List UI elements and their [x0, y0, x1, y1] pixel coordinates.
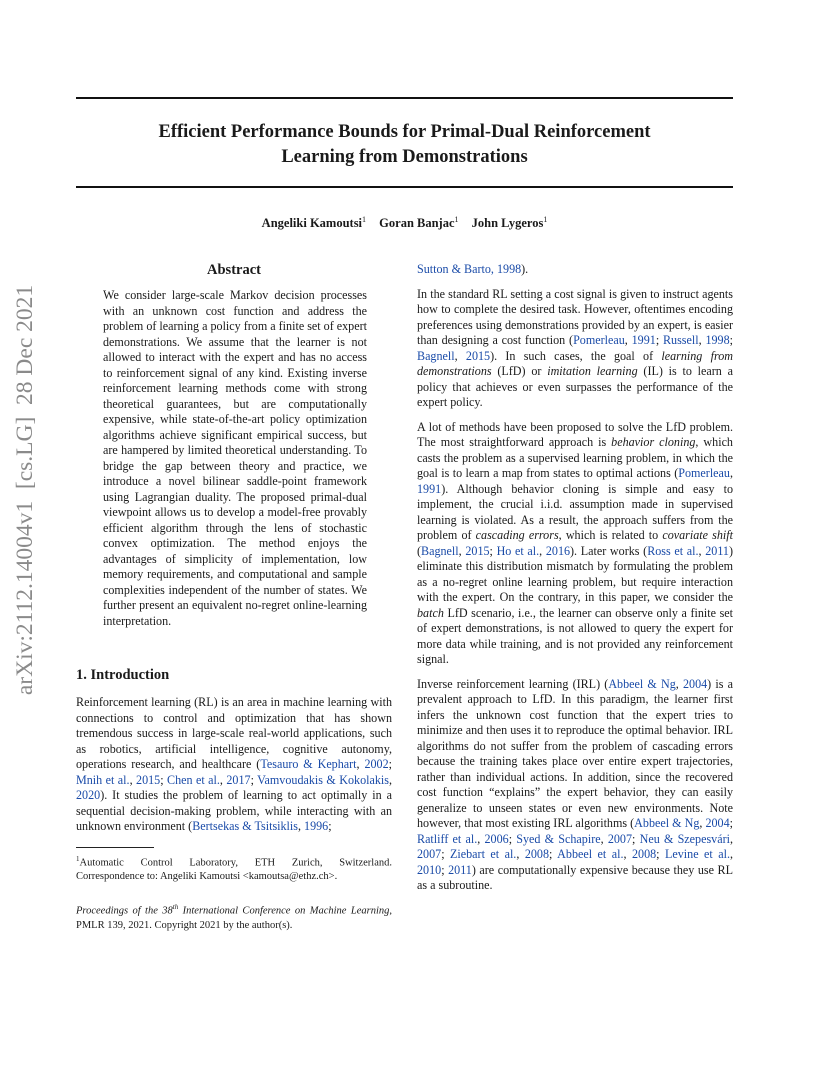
affiliation-mark: 1	[362, 215, 367, 224]
citation-link[interactable]: Vamvoudakis & Kokolakis	[257, 772, 389, 787]
arxiv-stamp[interactable]: arXiv:2112.14004v1 [cs.LG] 28 Dec 2021	[12, 284, 38, 696]
citation-link[interactable]: Ross et al.	[647, 543, 699, 558]
citation-link[interactable]: Russell	[662, 333, 699, 347]
citation-link[interactable]: 1996	[304, 819, 329, 833]
intro-paragraph-1	[76, 695, 392, 835]
copyright-text: , PMLR 139, 2021. Copyright 2021 by the author(s).	[76, 905, 392, 931]
text-run: ,	[729, 847, 734, 861]
citation-link[interactable]: Tesauro & Kephart	[260, 757, 357, 771]
emphasis: imitation learning	[547, 364, 638, 378]
text-run: ;	[328, 819, 332, 833]
text-run: ;	[441, 847, 451, 861]
citation-link[interactable]: Sutton & Barto	[417, 262, 491, 276]
citation-link[interactable]: 2015	[465, 348, 491, 363]
citation-link[interactable]: 2006	[484, 831, 509, 846]
text-run: Inverse reinforcement learning (IRL) (	[417, 676, 609, 691]
text-run: ;	[632, 831, 640, 846]
affiliation-footnote	[76, 852, 392, 885]
text-run: ,	[600, 831, 608, 846]
introduction-heading: 1. Introduction	[76, 667, 170, 683]
top-rule	[76, 97, 733, 99]
citation-link[interactable]: 2008	[524, 847, 550, 861]
text-run: ,	[477, 831, 485, 846]
footnote-rule	[76, 847, 154, 848]
author-name: Angeliki Kamoutsi	[261, 216, 363, 231]
text-run: ;	[656, 847, 665, 861]
author-name: Goran Banjac	[379, 216, 455, 231]
text-run: (LfD) or	[491, 364, 548, 378]
text-run: ;	[729, 816, 734, 830]
text-run: , which casts the problem as a supervised learning problem, in which the goal is to learn a map from states to optimal actions (	[417, 435, 733, 480]
author-1	[262, 216, 366, 230]
citation-link[interactable]: 2011	[448, 862, 472, 877]
citation-link[interactable]: 2007	[417, 847, 442, 861]
continued-citation	[417, 262, 733, 278]
intro-paragraph-4	[417, 677, 733, 894]
citation-link[interactable]: Mnih et al.	[76, 772, 130, 787]
citation-link[interactable]: Neu & Szepesvári	[639, 831, 730, 846]
citation-link[interactable]: 2004	[705, 816, 730, 830]
text-run: ) eliminate this distribution mismatch by formulating the problem as a no-regret online learning problem, but require interaction with the expert. On the contrary, in this paper, we consider the	[417, 543, 733, 604]
citation-link[interactable]: 2017	[226, 772, 251, 787]
text-run: ,	[729, 831, 733, 846]
abstract-body: We consider large-scale Markov decision processes with an unknown cost function and address the problem of learning a policy from a finite set of expert demonstrations. We assume that the learner is not allowed to interact with the expert and has no access to reinforcement signal of any kind. Existing inverse reinforcement learning methods come with strong theoretical guarantees, but are computationally expensive, while state-of-the-art policy optimization algorithms achieve significant empirical success, but are hampered by limited theoretical understanding. To bridge the gap between theory and practice, we introduce a novel bilinear saddle-point framework using Lagrangian duality. The proposed primal-dual viewpoint allows us to develop a model-free provably efficient algorithm through the lens of stochastic convex optimization. The method enjoys the advantages of simplicity of implementation, low memory requirements, and computational and sample complexities independent of the number of states. We further present an equivalent no-regret online-learning interpretation.	[103, 288, 367, 628]
citation-link[interactable]: 2015	[465, 543, 490, 558]
footnote-mark: 1	[76, 854, 80, 863]
text-run: A lot of methods have been proposed to solve the LfD problem. The most straightforward approach is	[417, 419, 733, 449]
citation-link[interactable]: Abbeel & Ng	[634, 816, 700, 830]
text-run: ,	[356, 757, 365, 771]
citation-link[interactable]: 2020	[76, 788, 101, 802]
citation-link[interactable]: Bagnell	[421, 543, 459, 558]
text-run: ) are computationally expensive because they use RL as a subroutine.	[417, 862, 733, 892]
text-run: , which is related to	[558, 528, 663, 542]
citation-link[interactable]: Ho et al.	[496, 543, 540, 558]
text-run: ,	[297, 819, 305, 833]
citation-link[interactable]: Chen et al.	[167, 772, 220, 787]
title-line-2: Learning from Demonstrations	[281, 147, 528, 167]
text-run: ,	[623, 847, 632, 861]
proceedings-venue-rest: International Conference on Machine Learning	[178, 905, 390, 917]
author-name: John Lygeros	[471, 216, 544, 231]
emphasis: learning from demonstrations	[417, 348, 734, 378]
citation-link[interactable]: 2008	[631, 847, 657, 861]
citation-link[interactable]: Ziebart et al.	[450, 847, 517, 861]
text-run: ;	[508, 831, 517, 846]
text-run: ;	[729, 333, 734, 347]
text-run: ). It studies the problem of learning to act optimally in a sequential decision-making problem, while interacting with an unknown environment (	[76, 788, 392, 833]
citation-link[interactable]: 1998	[496, 262, 522, 276]
text-run: In the standard RL setting a cost signal is given to instruct agents how to complete the desired task. However, oftentimes encoding preferences using demonstrations provided by an expert, is easier than designing a cost function (	[417, 286, 734, 347]
text-run: Reinforcement learning (RL) is an area in machine learning with connections to control and optimization that has shown tremendous success in large-scale real-world applications, such as robotics, artificial intelligence, cognitive autonomy, operations research, and healthcare (	[76, 695, 392, 771]
text-run: ,	[675, 676, 683, 691]
text-run: ,	[516, 847, 525, 861]
affiliation-mark: 1	[543, 215, 548, 224]
text-run: ,	[219, 772, 227, 787]
bottom-rule	[76, 186, 733, 188]
text-run: ). In such cases, the goal of	[490, 348, 662, 363]
text-run: ;	[388, 757, 392, 771]
citation-link[interactable]: 2015	[136, 772, 161, 787]
citation-link[interactable]: Ratliff et al.	[417, 831, 478, 846]
citation-link[interactable]: 2007	[607, 831, 633, 846]
emphasis: batch	[417, 605, 444, 620]
footnote-text: Automatic Control Laboratory, ETH Zurich, Switzerland. Correspondence to: Angeliki Kamoutsi <kamoutsa@ethz.ch>.	[76, 857, 392, 882]
text-run: ,	[388, 772, 393, 787]
intro-paragraph-2	[417, 287, 733, 411]
citation-link[interactable]: Abbeel & Ng	[608, 676, 676, 691]
paper-title	[76, 120, 733, 170]
text-run: ,	[729, 466, 733, 480]
left-column	[76, 262, 392, 933]
text-run: ,	[624, 333, 632, 347]
text-run: ,	[454, 348, 466, 363]
text-run: ;	[250, 772, 258, 787]
intro-paragraph-3	[417, 420, 733, 668]
proceedings-note	[76, 900, 392, 933]
author-3	[472, 216, 548, 230]
text-run: ).	[521, 262, 529, 276]
text-run: ;	[655, 333, 663, 347]
text-run: ,	[698, 543, 706, 558]
citation-link[interactable]: Pomerleau	[678, 466, 730, 480]
citation-link[interactable]: Pomerleau	[573, 333, 625, 347]
text-run: ,	[539, 543, 546, 558]
author-2	[379, 216, 458, 230]
citation-link[interactable]: 1991	[631, 333, 656, 347]
citation-link[interactable]: Bagnell	[417, 348, 455, 363]
citation-link[interactable]: 2002	[364, 757, 389, 771]
citation-link[interactable]: Syed & Schapire	[516, 831, 601, 846]
citation-link[interactable]: Bertsekas & Tsitsiklis	[192, 819, 298, 833]
author-list	[76, 215, 733, 231]
text-run: ). Although behavior cloning is simple and easy to implement, the crucial i.i.d. assumption made in supervised learning is violated. As a result, the approach suffers from the problem of	[417, 481, 733, 542]
title-line-1: Efficient Performance Bounds for Primal-Dual Reinforcement	[158, 122, 651, 142]
text-run: ,	[698, 333, 706, 347]
abstract-heading: Abstract	[207, 262, 261, 278]
text-run: ;	[489, 543, 497, 558]
text-run: ,	[699, 816, 706, 830]
citation-link[interactable]: 2016	[545, 543, 571, 558]
citation-link[interactable]: 1998	[705, 333, 730, 347]
right-column	[417, 262, 733, 903]
text-run: LfD scenario, i.e., the learner can observe only a finite set of expert demonstrations, is not allowed to query the expert for more data while training, and is not provided any reinforcement signal.	[417, 605, 733, 666]
text-run: ,	[129, 772, 137, 787]
citation-link[interactable]: 1991	[417, 481, 442, 496]
proceedings-venue: Proceedings of the 38	[76, 905, 173, 917]
citation-link[interactable]: 2004	[682, 676, 708, 691]
emphasis: covariate shift	[662, 528, 733, 542]
citation-link[interactable]: 2011	[705, 543, 729, 558]
text-run: ,	[490, 262, 497, 276]
emphasis: cascading errors	[475, 528, 559, 542]
citation-link[interactable]: Levine et al.	[665, 847, 730, 861]
affiliation-mark: 1	[454, 215, 459, 224]
text-run: ,	[458, 543, 466, 558]
text-run: ;	[160, 772, 168, 787]
text-run: ;	[441, 862, 449, 877]
text-run: ) is a prevalent approach to LfD. In this paradigm, the learner first infers the unknown cost function that the expert tries to minimize and then uses it to reproduce the optimal behavior. IRL algorithms do not suffer from the problem of cascading errors because the training takes place over entire expert trajectories, rather than individual actions. In addition, since the recovered cost function “explains” the expert behavior, they can easily generalize to unseen states or even new environments. Note however, that most existing IRL algorithms (	[417, 676, 733, 830]
text-run: ). Later works (	[570, 543, 648, 558]
text-run: (IL) is to learn a policy that achieves or even surpasses the performance of the expert policy.	[417, 364, 733, 409]
citation-link[interactable]: 2010	[417, 862, 442, 877]
emphasis: behavior cloning	[611, 435, 696, 449]
citation-link[interactable]: Abbeel et al.	[557, 847, 624, 861]
text-run: (	[417, 543, 422, 558]
text-run: ;	[549, 847, 558, 861]
ordinal-suffix: th	[172, 903, 179, 911]
